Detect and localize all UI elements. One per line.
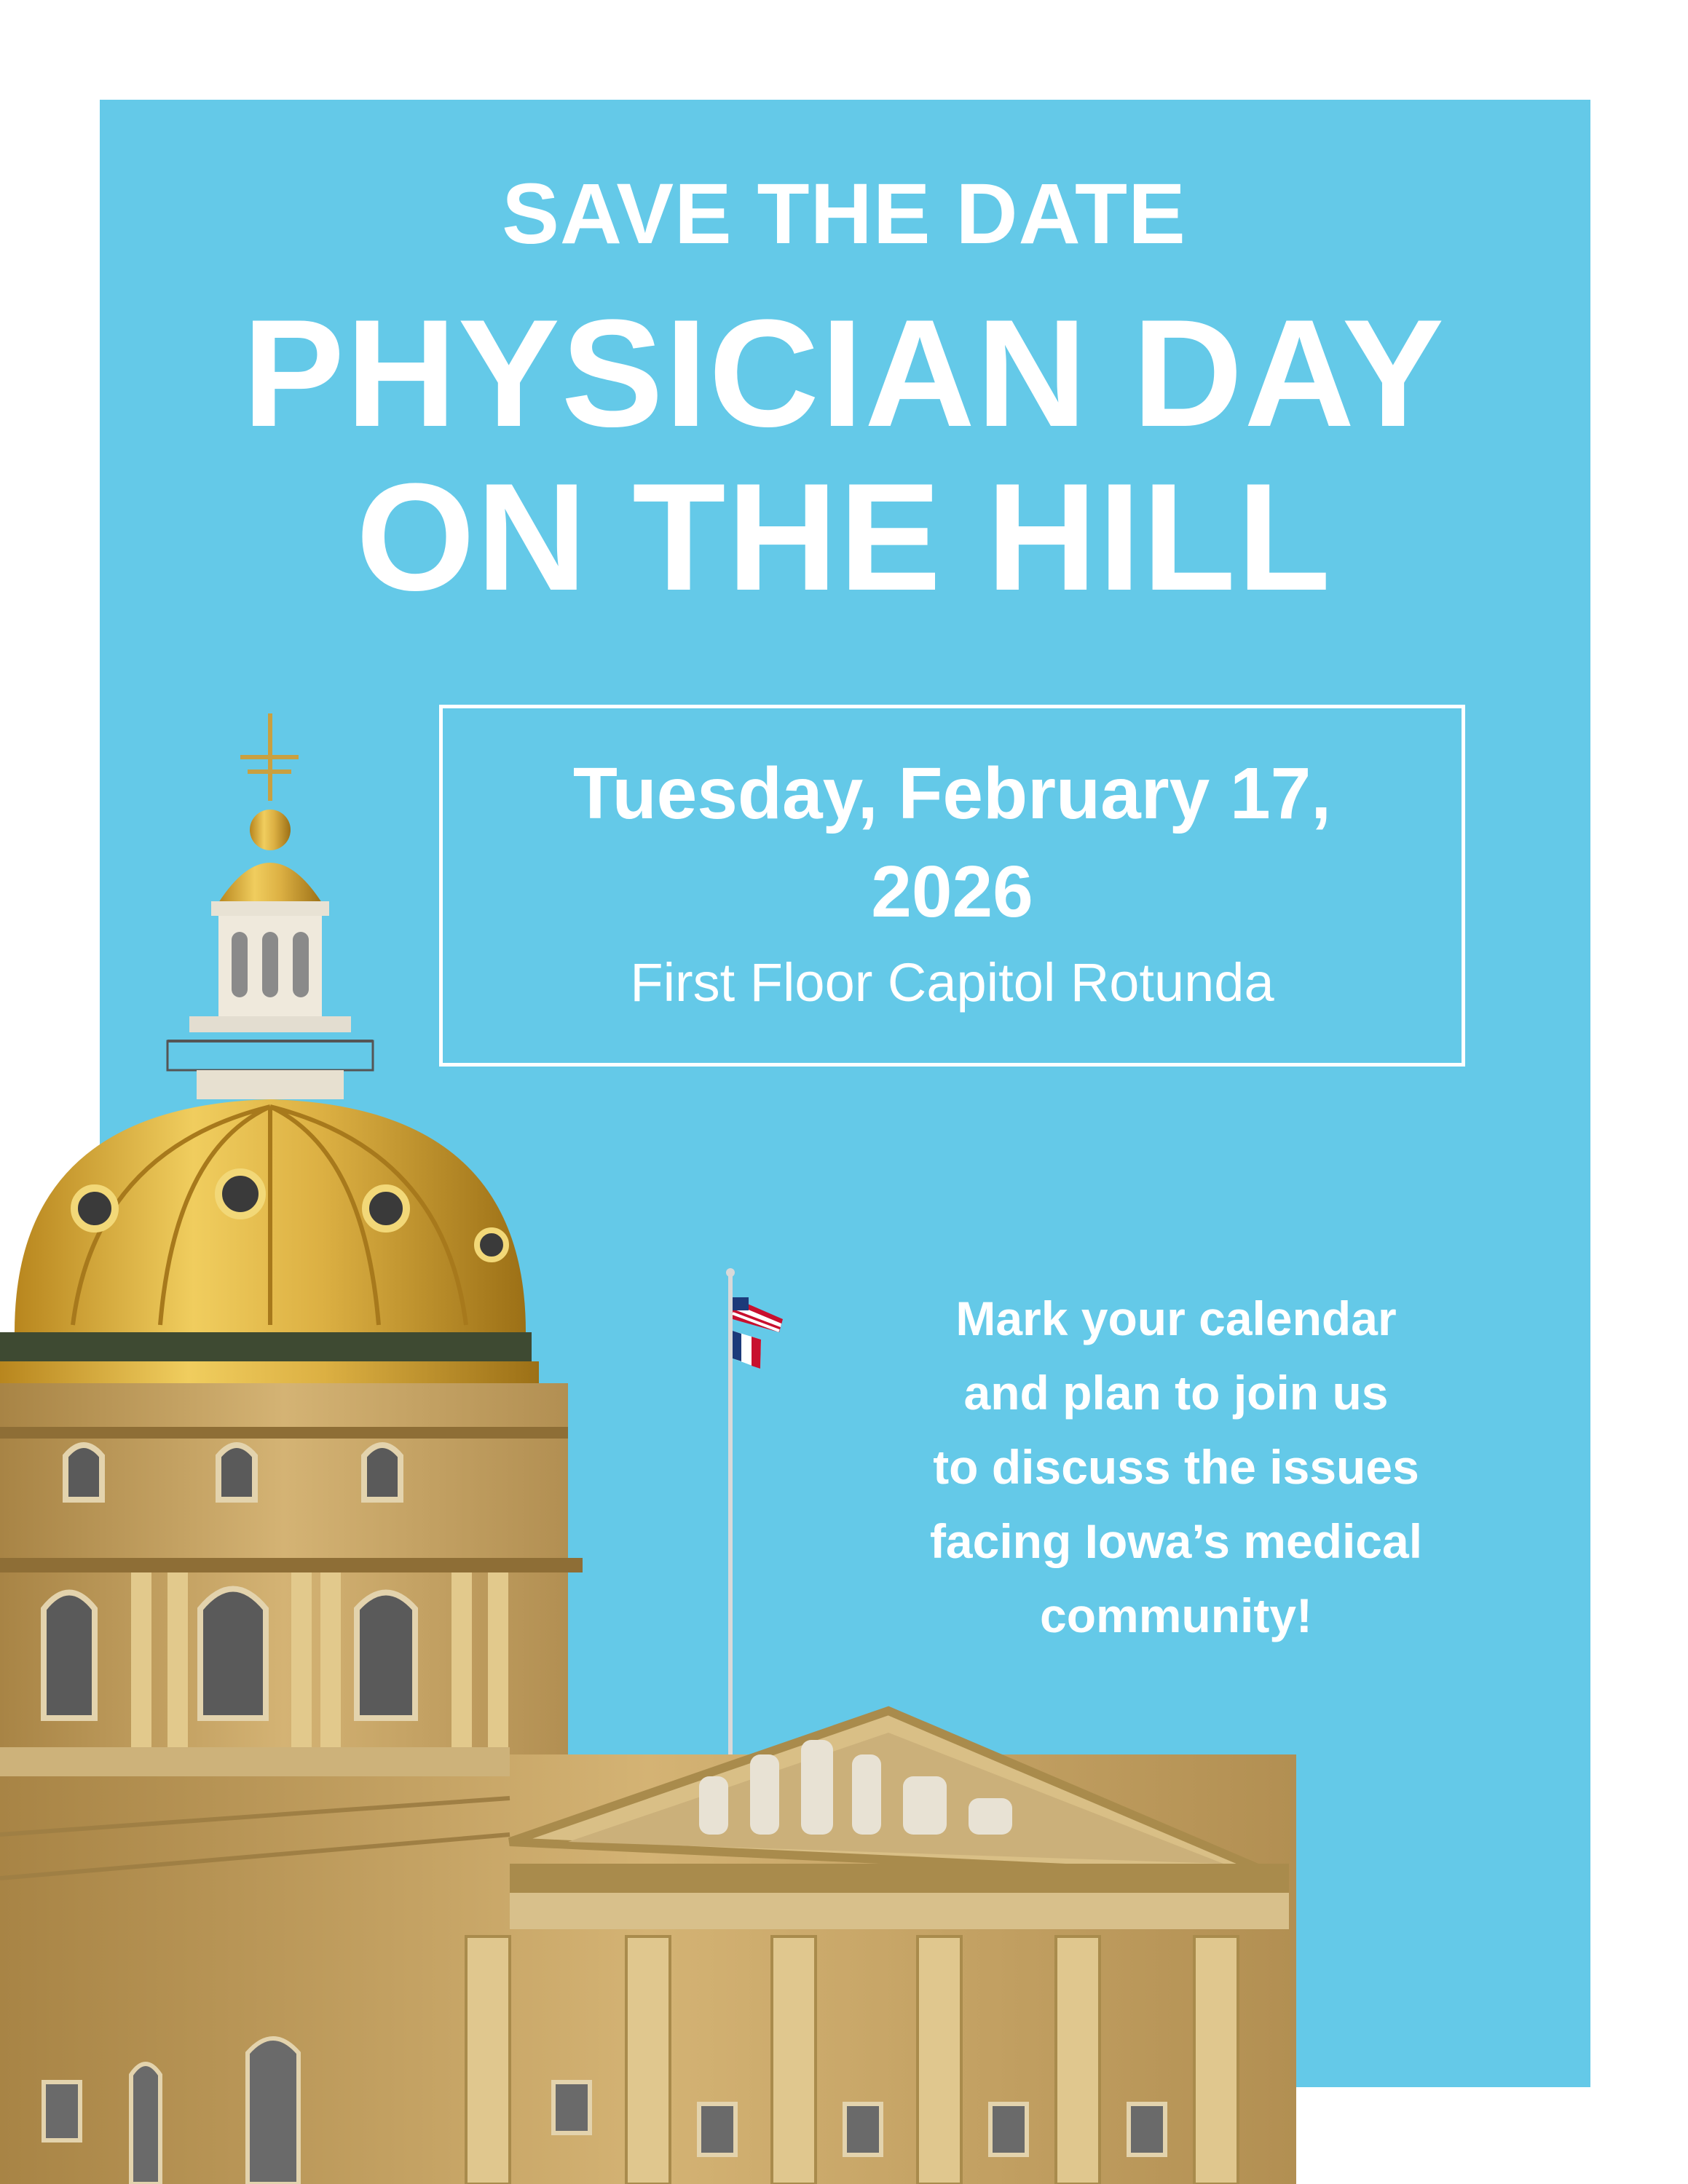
capitol-facade [0, 1711, 1296, 2184]
invitation-message-line: community! [1039, 1588, 1313, 1642]
event-date: Tuesday, February 17, 2026 [572, 753, 1332, 933]
invitation-message-line: and plan to join us [963, 1366, 1389, 1420]
invitation-message-line: facing Iowa’s medical [929, 1514, 1423, 1568]
dome-drum [0, 1383, 583, 1762]
invitation-message-line: to discuss the issues [933, 1440, 1419, 1494]
event-title [0, 288, 1688, 622]
us-flag-icon [733, 1297, 783, 1332]
event-title-line-1: PHYSICIAN DAY [242, 288, 1446, 459]
invitation-message-line: Mark your calendar [955, 1291, 1397, 1345]
dome-lantern [167, 863, 373, 1099]
save-the-date-heading: SAVE THE DATE [502, 166, 1186, 262]
gold-dome [0, 1099, 539, 1383]
dome-finial [240, 713, 299, 850]
capitol-building-image [0, 699, 1311, 2184]
event-venue: First Floor Capitol Rotunda [630, 952, 1274, 1013]
flagpole [726, 1268, 783, 1754]
iowa-flag-icon [733, 1331, 761, 1369]
event-title-line-2: ON THE HILL [355, 451, 1333, 622]
capitol-illustration [0, 699, 1311, 2184]
